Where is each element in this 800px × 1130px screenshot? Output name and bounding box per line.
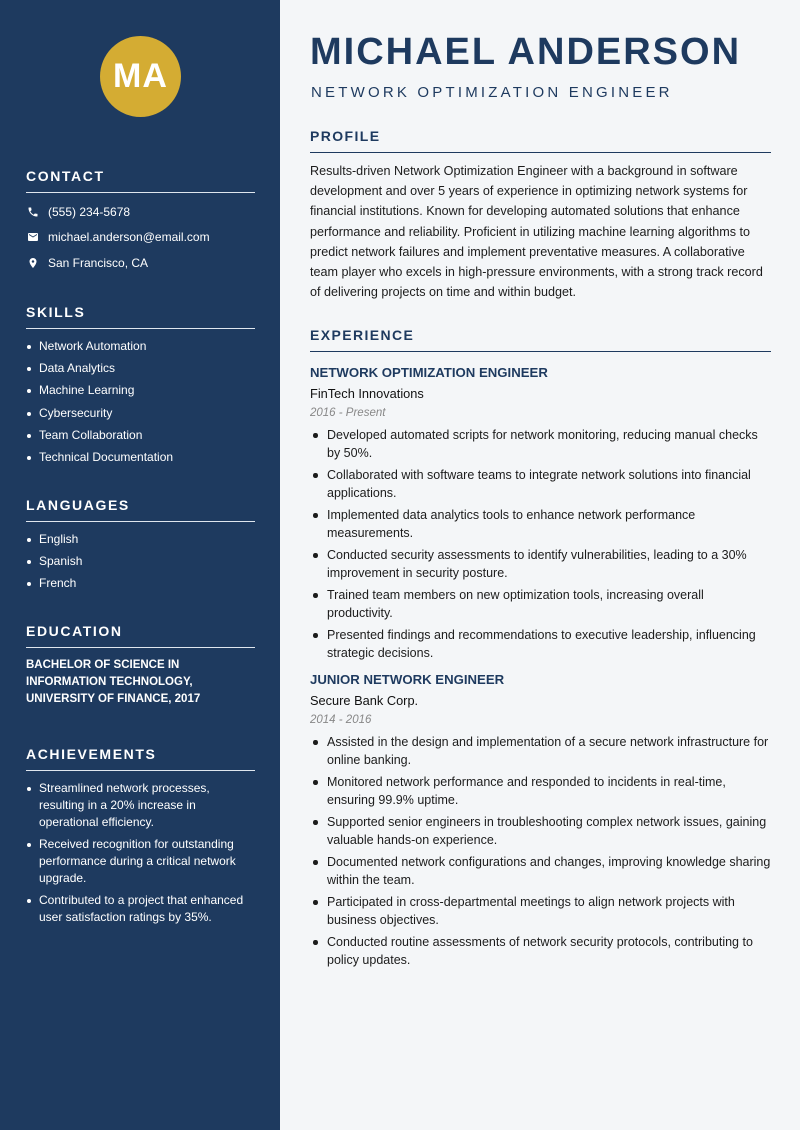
job-bullet: Supported senior engineers in troubleshooting complex network issues, gaining valuable hands-on experience. xyxy=(310,813,771,849)
job-title: NETWORK OPTIMIZATION ENGINEER xyxy=(310,365,548,380)
location-text: San Francisco, CA xyxy=(48,255,149,270)
sidebar xyxy=(0,0,280,1130)
achievements-section xyxy=(26,746,255,932)
contact-heading: CONTACT xyxy=(26,168,255,193)
education-section xyxy=(26,623,255,708)
languages-list xyxy=(26,531,255,592)
avatar: MA xyxy=(100,36,181,117)
achievements-heading: ACHIEVEMENTS xyxy=(26,746,255,771)
languages-heading: LANGUAGES xyxy=(26,497,255,522)
job-bullet: Conducted routine assessments of network security protocols, contributing to policy updates. xyxy=(310,933,771,969)
candidate-name: MICHAEL ANDERSON xyxy=(310,31,742,73)
achievement-item: Streamlined network processes, resulting in a 20% increase in operational efficiency. xyxy=(26,780,255,831)
language-item: English xyxy=(26,531,255,548)
contact-email xyxy=(26,225,255,251)
job-bullet: Participated in cross-departmental meetings to align network projects with business objectives. xyxy=(310,893,771,929)
job-dates: 2016 - Present xyxy=(310,407,386,419)
location-pin-icon xyxy=(26,256,40,270)
skills-heading: SKILLS xyxy=(26,304,255,329)
profile-text: Results-driven Network Optimization Engineer with a background in software development and over 5 years of experience in optimizing network systems for financial institutions. Known for developing automated solutions that enhance performance and reliability. Proficient in utilizing machine learning algorithms to predict network failures and implement preventative measures. A collaborative team player who excels in high-pressure environments, with a strong track record of delivering projects on time and within budget. xyxy=(310,164,763,300)
skill-item: Data Analytics xyxy=(26,360,255,377)
job-bullet: Monitored network performance and responded to incidents in real-time, ensuring 99.9% uptime. xyxy=(310,773,771,809)
job-bullet: Assisted in the design and implementation of a secure network infrastructure for online banking. xyxy=(310,733,771,769)
job-bullet: Implemented data analytics tools to enhance network performance measurements. xyxy=(310,506,771,542)
job-bullets xyxy=(310,733,771,969)
job-bullet: Documented network configurations and changes, improving knowledge sharing within the team. xyxy=(310,853,771,889)
profile-heading: PROFILE xyxy=(310,128,771,153)
education-heading: EDUCATION xyxy=(26,623,255,648)
candidate-title: NETWORK OPTIMIZATION ENGINEER xyxy=(311,84,673,101)
job-bullets xyxy=(310,426,771,662)
email-text[interactable]: michael.anderson@email.com xyxy=(48,230,210,245)
phone-text[interactable]: (555) 234-5678 xyxy=(48,204,131,219)
company-name: Secure Bank Corp. xyxy=(310,693,419,708)
contact-phone xyxy=(26,199,255,225)
job-bullet: Collaborated with software teams to integrate network solutions into financial applications. xyxy=(310,466,771,502)
job-entry xyxy=(310,365,771,662)
language-item: French xyxy=(26,575,255,592)
job-dates: 2014 - 2016 xyxy=(310,714,372,726)
job-entry xyxy=(310,672,771,969)
experience-heading: EXPERIENCE xyxy=(310,327,771,352)
company-name: FinTech Innovations xyxy=(310,386,424,401)
phone-icon xyxy=(26,205,40,219)
skill-item: Machine Learning xyxy=(26,382,255,399)
email-icon xyxy=(26,230,40,244)
skill-item: Team Collaboration xyxy=(26,427,255,444)
education-degree: BACHELOR OF SCIENCE IN INFORMATION TECHNOLOGY, UNIVERSITY OF FINANCE, 2017 xyxy=(26,659,201,705)
skills-list xyxy=(26,338,255,466)
profile-section xyxy=(310,128,771,302)
achievement-item: Contributed to a project that enhanced user satisfaction ratings by 35%. xyxy=(26,892,255,926)
languages-section xyxy=(26,497,255,598)
job-title: JUNIOR NETWORK ENGINEER xyxy=(310,672,505,687)
experience-section xyxy=(310,327,771,973)
skill-item: Cybersecurity xyxy=(26,405,255,422)
job-bullet: Conducted security assessments to identify vulnerabilities, leading to a 30% improvement in security posture. xyxy=(310,546,771,582)
job-bullet: Presented findings and recommendations to executive leadership, influencing strategic decisions. xyxy=(310,626,771,662)
skill-item: Technical Documentation xyxy=(26,449,255,466)
skills-section xyxy=(26,304,255,471)
achievements-list xyxy=(26,780,255,926)
language-item: Spanish xyxy=(26,553,255,570)
job-bullet: Developed automated scripts for network monitoring, reducing manual checks by 50%. xyxy=(310,426,771,462)
contact-section xyxy=(26,168,255,276)
job-bullet: Trained team members on new optimization tools, increasing overall productivity. xyxy=(310,586,771,622)
contact-location xyxy=(26,250,255,276)
achievement-item: Received recognition for outstanding performance during a critical network upgrade. xyxy=(26,836,255,887)
skill-item: Network Automation xyxy=(26,338,255,355)
